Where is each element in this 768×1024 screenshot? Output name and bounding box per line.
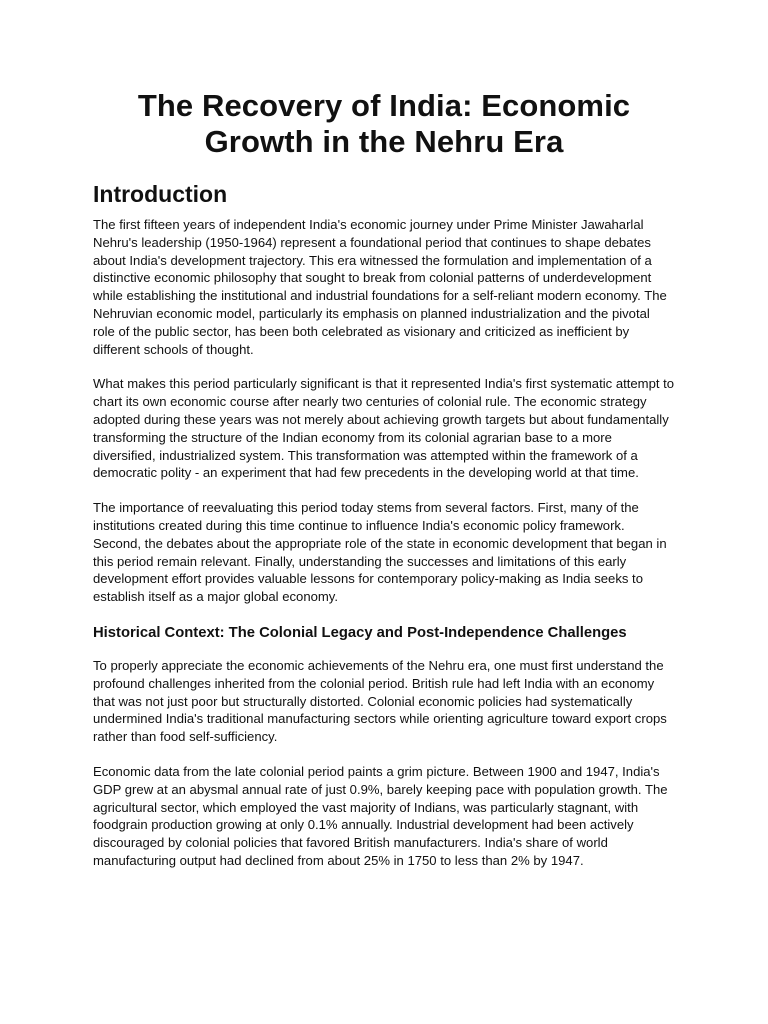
section-introduction bbox=[93, 180, 675, 606]
section-heading-introduction: Introduction bbox=[93, 181, 228, 207]
section-heading-historical-context: Historical Context: The Colonial Legacy and Post-Independence Challenges bbox=[93, 624, 627, 641]
section-historical-context bbox=[93, 623, 675, 870]
paragraph: What makes this period particularly significant is that it represented India's first systematic attempt to chart its own economic course after nearly two centuries of colonial rule. The economic strategy adopted during these years was not merely about achieving growth targets but about fundamentally transforming the structure of the Indian economy from its colonial agrarian base to a more diversified, industrialized system. This transformation was attempted within the framework of a democratic polity - an experiment that had few precedents in the developing world at that time. bbox=[93, 376, 675, 481]
paragraph: The first fifteen years of independent India's economic journey under Prime Minister Jawaharlal Nehru's leadership (1950-1964) represent a foundational period that continues to shape debates about India's development trajectory. This era witnessed the formulation and implementation of a distinctive economic philosophy that sought to break from colonial patterns of underdevelopment while establishing the institutional and industrial foundations for a self-reliant modern economy. The Nehruvian economic model, particularly its emphasis on planned industrialization and the pivotal role of the public sector, has been both celebrated as visionary and criticized as inefficient by different schools of thought. bbox=[93, 217, 667, 357]
paragraph: The importance of reevaluating this period today stems from several factors. First, many of the institutions created during this time continue to influence India's economic policy framework. Second, the debates about the appropriate role of the state in economic development that began in this period remain relevant. Finally, understanding the successes and limitations of this early development effort provides valuable lessons for contemporary policy-making as India seeks to establish itself as a major global economy. bbox=[93, 500, 667, 605]
document-page bbox=[93, 88, 675, 887]
paragraph: Economic data from the late colonial period paints a grim picture. Between 1900 and 1947, India's GDP grew at an abysmal annual rate of just 0.9%, barely keeping pace with population growth. The agricultural sector, which employed the vast majority of Indians, was particularly stagnant, with foodgrain production growing at only 0.1% annually. Industrial development had been actively discouraged by colonial policies that favored British manufacturers. India's share of world manufacturing output had declined from about 25% in 1750 to less than 2% by 1947. bbox=[93, 763, 668, 868]
paragraph: To properly appreciate the economic achievements of the Nehru era, one must first understand the profound challenges inherited from the colonial period. British rule had left India with an economy that was not just poor but structurally distorted. Colonial economic policies had systematically undermined India's traditional manufacturing sectors while orienting agriculture toward export crops rather than food self-sufficiency. bbox=[93, 657, 667, 745]
document-title: The Recovery of India: Economic Growth in the Nehru Era bbox=[137, 88, 631, 159]
